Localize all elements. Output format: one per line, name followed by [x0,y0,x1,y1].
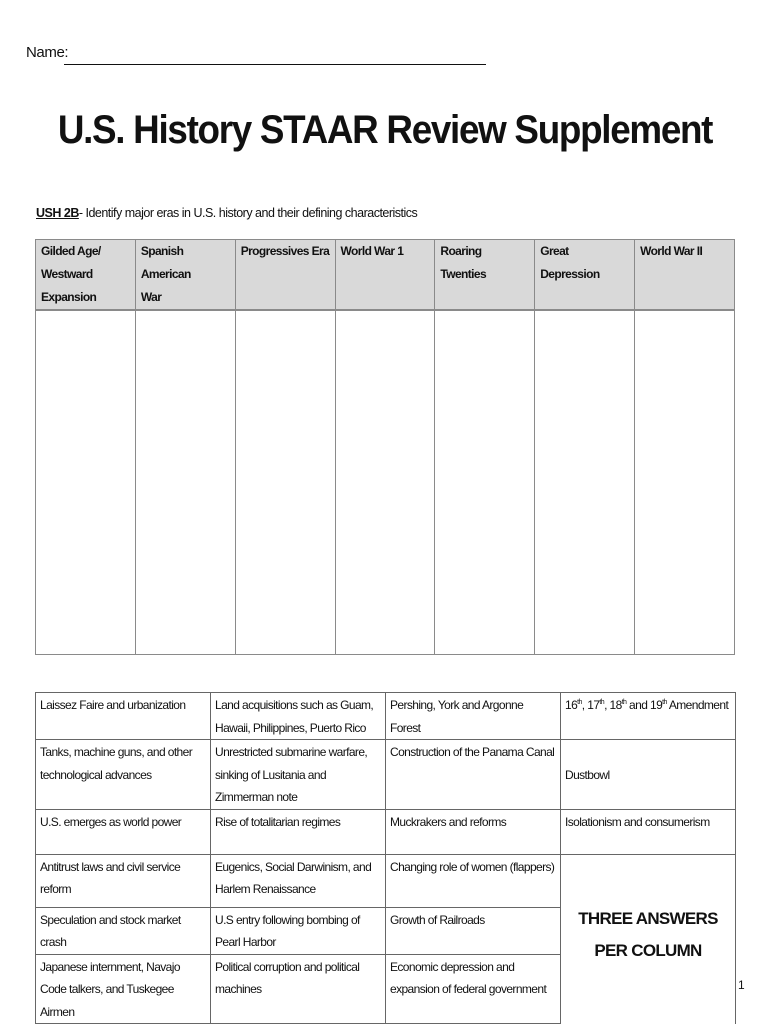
answer-bank-item: Rise of totalitarian regimes [211,809,386,854]
era-header-world-war-1: World War 1 [335,240,435,311]
answer-bank-row [36,854,736,907]
answer-cell-progressives[interactable] [235,310,335,655]
answer-cell-gilded-age[interactable] [36,310,136,655]
name-label: Name: [26,44,69,61]
era-header-spanish-american-war: Spanish American War [135,240,235,311]
answer-cell-great-depression[interactable] [535,310,635,655]
answer-bank-item: Economic depression and expansion of federal government [386,954,561,1024]
answer-bank-table [35,692,736,1024]
instruction-note: THREE ANSWERS PER COLUMN [561,854,736,1024]
answer-bank-item: Political corruption and political machines [211,954,386,1024]
standard-code: USH 2B [36,206,79,220]
answer-bank-item: Land acquisitions such as Guam, Hawaii, Philippines, Puerto Rico [211,693,386,740]
answer-bank-row [36,809,736,854]
page-number: 1 [738,978,745,992]
eras-table [35,239,735,655]
answer-bank-item: Pershing, York and Argonne Forest [386,693,561,740]
answer-bank-item: Antitrust laws and civil service reform [36,854,211,907]
name-blank-line[interactable] [64,64,486,65]
standard-text: - Identify major eras in U.S. history and their defining characteristics [78,206,418,220]
era-header-great-depression: Great Depression [535,240,635,311]
eras-header-row [36,240,735,311]
answer-bank-item: Isolationism and consumerism [561,809,736,854]
answer-bank-row [36,693,736,740]
answer-cell-spanish-american-war[interactable] [135,310,235,655]
era-header-roaring-twenties: Roaring Twenties [435,240,535,311]
answer-bank-item-amendments: 16th, 17th, 18th and 19th Amendment [561,693,736,740]
answer-bank-item: Muckrakers and reforms [386,809,561,854]
answer-bank-item: Tanks, machine guns, and other technological advances [36,740,211,810]
answer-cell-world-war-1[interactable] [335,310,435,655]
answer-bank-row [36,740,736,810]
answer-bank-item: Laissez Faire and urbanization [36,693,211,740]
answer-bank-item: Japanese internment, Navajo Code talkers, and Tuskegee Airmen [36,954,211,1024]
answer-bank-item: U.S entry following bombing of Pearl Harbor [211,907,386,954]
answer-bank-item: Changing role of women (flappers) [386,854,561,907]
answer-cell-world-war-2[interactable] [635,310,735,655]
era-header-progressives: Progressives Era [235,240,335,311]
eras-answer-row [36,310,735,655]
answer-bank-item: Construction of the Panama Canal [386,740,561,810]
standard-line [36,206,417,220]
answer-bank-item: Eugenics, Social Darwinism, and Harlem Renaissance [211,854,386,907]
answer-bank-item: Speculation and stock market crash [36,907,211,954]
era-header-gilded-age: Gilded Age/ Westward Expansion [36,240,136,311]
answer-bank-item: U.S. emerges as world power [36,809,211,854]
answer-bank-item: Growth of Railroads [386,907,561,954]
answer-cell-roaring-twenties[interactable] [435,310,535,655]
page-title: U.S. History STAAR Review Supplement [57,108,713,152]
answer-bank-item: Dustbowl [561,740,736,810]
answer-bank-item: Unrestricted submarine warfare, sinking of Lusitania and Zimmerman note [211,740,386,810]
era-header-world-war-2: World War II [635,240,735,311]
